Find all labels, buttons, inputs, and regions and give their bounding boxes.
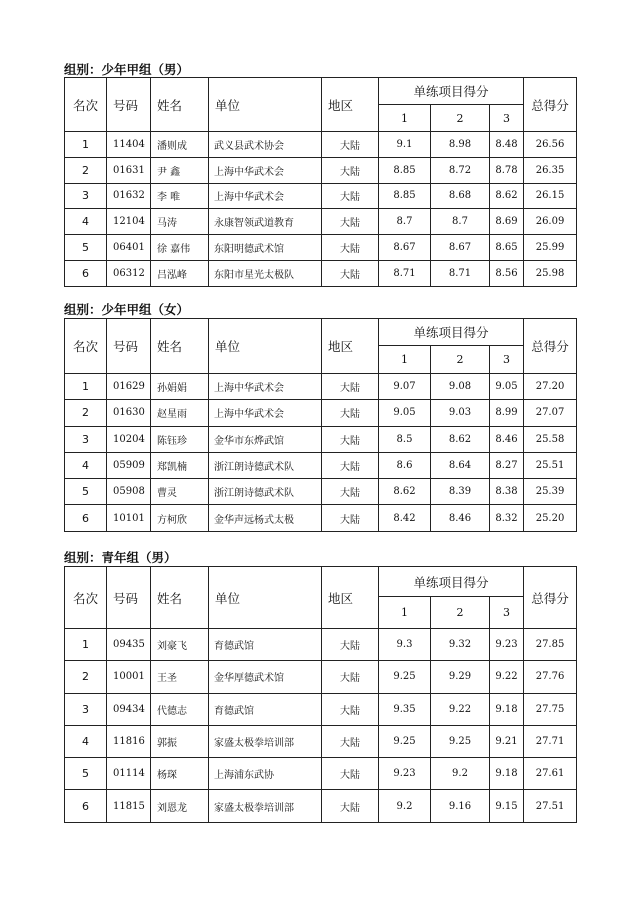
score-3-cell: 8.69 xyxy=(490,209,524,235)
score-2-cell: 8.64 xyxy=(431,452,490,478)
header-rank: 名次 xyxy=(65,78,107,132)
region-cell: 大陆 xyxy=(322,505,379,531)
code-cell: 10001 xyxy=(107,661,151,693)
region-cell: 大陆 xyxy=(322,693,379,725)
total-cell: 27.07 xyxy=(524,400,577,426)
code-cell: 01114 xyxy=(107,758,151,790)
score-2-cell: 8.7 xyxy=(431,209,490,235)
score-1-cell: 9.3 xyxy=(379,629,431,661)
code-cell: 10101 xyxy=(107,505,151,531)
region-cell: 大陆 xyxy=(322,758,379,790)
name-cell: 尹 鑫 xyxy=(151,157,209,183)
name-cell: 刘恩龙 xyxy=(151,790,209,822)
score-3-cell: 8.32 xyxy=(490,505,524,531)
score-2-cell: 8.68 xyxy=(431,183,490,209)
score-3-cell: 9.15 xyxy=(490,790,524,822)
table-row xyxy=(65,157,577,183)
score-1-cell: 9.23 xyxy=(379,758,431,790)
name-cell: 马涛 xyxy=(151,209,209,235)
header-code: 号码 xyxy=(107,567,151,629)
region-cell: 大陆 xyxy=(322,183,379,209)
total-cell: 27.20 xyxy=(524,374,577,400)
score-1-cell: 9.25 xyxy=(379,725,431,757)
score-2-cell: 8.98 xyxy=(431,132,490,158)
rank-cell: 6 xyxy=(65,260,107,286)
score-3-cell: 8.56 xyxy=(490,260,524,286)
name-cell: 郭振 xyxy=(151,725,209,757)
name-cell: 郑凯楠 xyxy=(151,452,209,478)
header-score-3: 3 xyxy=(490,597,524,629)
total-cell: 25.51 xyxy=(524,452,577,478)
header-score-2: 2 xyxy=(431,346,490,374)
total-cell: 27.85 xyxy=(524,629,577,661)
code-cell: 01632 xyxy=(107,183,151,209)
table-row xyxy=(65,505,577,531)
rank-cell: 2 xyxy=(65,400,107,426)
region-cell: 大陆 xyxy=(322,725,379,757)
rank-cell: 5 xyxy=(65,758,107,790)
score-3-cell: 9.05 xyxy=(490,374,524,400)
header-unit: 单位 xyxy=(209,567,322,629)
code-cell: 10204 xyxy=(107,426,151,452)
header-score-2: 2 xyxy=(431,597,490,629)
header-row xyxy=(65,567,577,597)
total-cell: 25.58 xyxy=(524,426,577,452)
score-2-cell: 9.2 xyxy=(431,758,490,790)
total-cell: 26.15 xyxy=(524,183,577,209)
header-score-3: 3 xyxy=(490,346,524,374)
header-score-1: 1 xyxy=(379,597,431,629)
score-1-cell: 9.35 xyxy=(379,693,431,725)
table-row xyxy=(65,452,577,478)
rank-cell: 2 xyxy=(65,157,107,183)
score-1-cell: 8.71 xyxy=(379,260,431,286)
rank-cell: 1 xyxy=(65,629,107,661)
score-1-cell: 9.1 xyxy=(379,132,431,158)
name-cell: 王圣 xyxy=(151,661,209,693)
total-cell: 25.39 xyxy=(524,479,577,505)
rank-cell: 3 xyxy=(65,693,107,725)
name-cell: 孙娟娟 xyxy=(151,374,209,400)
table-row xyxy=(65,374,577,400)
score-1-cell: 9.25 xyxy=(379,661,431,693)
score-2-cell: 8.67 xyxy=(431,235,490,261)
score-2-cell: 9.29 xyxy=(431,661,490,693)
score-3-cell: 8.27 xyxy=(490,452,524,478)
score-3-cell: 8.65 xyxy=(490,235,524,261)
name-cell: 刘豪飞 xyxy=(151,629,209,661)
header-rank: 名次 xyxy=(65,319,107,374)
header-event-scores: 单练项目得分 xyxy=(379,319,524,346)
table-row xyxy=(65,758,577,790)
name-cell: 潘则成 xyxy=(151,132,209,158)
total-cell: 25.99 xyxy=(524,235,577,261)
table-row xyxy=(65,725,577,757)
table-row xyxy=(65,661,577,693)
score-1-cell: 9.2 xyxy=(379,790,431,822)
region-cell: 大陆 xyxy=(322,235,379,261)
score-2-cell: 8.62 xyxy=(431,426,490,452)
table-row xyxy=(65,183,577,209)
total-cell: 27.76 xyxy=(524,661,577,693)
score-2-cell: 9.03 xyxy=(431,400,490,426)
table-row xyxy=(65,693,577,725)
rank-cell: 2 xyxy=(65,661,107,693)
code-cell: 09434 xyxy=(107,693,151,725)
score-3-cell: 9.18 xyxy=(490,758,524,790)
unit-cell: 家盛太极拳培训部 xyxy=(209,790,322,822)
group-title: 组别：少年甲组（女） xyxy=(64,302,190,317)
code-cell: 11815 xyxy=(107,790,151,822)
table-row xyxy=(65,400,577,426)
unit-cell: 金华声远杨式太极 xyxy=(209,505,322,531)
header-region: 地区 xyxy=(322,78,379,132)
code-cell: 01629 xyxy=(107,374,151,400)
unit-cell: 家盛太极拳培训部 xyxy=(209,725,322,757)
header-name: 姓名 xyxy=(151,319,209,374)
score-3-cell: 8.48 xyxy=(490,132,524,158)
unit-cell: 浙江朗诗德武术队 xyxy=(209,479,322,505)
unit-cell: 金华厚德武术馆 xyxy=(209,661,322,693)
score-3-cell: 8.99 xyxy=(490,400,524,426)
region-cell: 大陆 xyxy=(322,132,379,158)
unit-cell: 金华市东烨武馆 xyxy=(209,426,322,452)
region-cell: 大陆 xyxy=(322,209,379,235)
score-3-cell: 8.38 xyxy=(490,479,524,505)
header-event-scores: 单练项目得分 xyxy=(379,78,524,105)
group-title: 组别：青年组（男） xyxy=(64,550,177,565)
unit-cell: 武义县武术协会 xyxy=(209,132,322,158)
total-cell: 27.71 xyxy=(524,725,577,757)
rank-cell: 4 xyxy=(65,209,107,235)
score-3-cell: 9.22 xyxy=(490,661,524,693)
header-code: 号码 xyxy=(107,319,151,374)
rank-cell: 6 xyxy=(65,505,107,531)
code-cell: 06401 xyxy=(107,235,151,261)
score-1-cell: 8.67 xyxy=(379,235,431,261)
score-2-cell: 9.08 xyxy=(431,374,490,400)
rank-cell: 6 xyxy=(65,790,107,822)
header-row xyxy=(65,319,577,346)
header-total: 总得分 xyxy=(524,78,577,132)
results-table xyxy=(64,566,577,823)
score-2-cell: 9.32 xyxy=(431,629,490,661)
name-cell: 吕泓峰 xyxy=(151,260,209,286)
table-row xyxy=(65,132,577,158)
score-1-cell: 8.5 xyxy=(379,426,431,452)
name-cell: 徐 嘉伟 xyxy=(151,235,209,261)
region-cell: 大陆 xyxy=(322,452,379,478)
table-row xyxy=(65,790,577,822)
unit-cell: 浙江朗诗德武术队 xyxy=(209,452,322,478)
code-cell: 12104 xyxy=(107,209,151,235)
total-cell: 26.56 xyxy=(524,132,577,158)
table-row xyxy=(65,426,577,452)
score-1-cell: 8.62 xyxy=(379,479,431,505)
code-cell: 06312 xyxy=(107,260,151,286)
header-total: 总得分 xyxy=(524,319,577,374)
table-row xyxy=(65,260,577,286)
code-cell: 09435 xyxy=(107,629,151,661)
table-row xyxy=(65,209,577,235)
score-3-cell: 8.46 xyxy=(490,426,524,452)
name-cell: 代德志 xyxy=(151,693,209,725)
table-row xyxy=(65,629,577,661)
code-cell: 05908 xyxy=(107,479,151,505)
region-cell: 大陆 xyxy=(322,157,379,183)
header-score-1: 1 xyxy=(379,346,431,374)
score-3-cell: 9.23 xyxy=(490,629,524,661)
code-cell: 01630 xyxy=(107,400,151,426)
total-cell: 25.98 xyxy=(524,260,577,286)
rank-cell: 1 xyxy=(65,374,107,400)
rank-cell: 5 xyxy=(65,235,107,261)
region-cell: 大陆 xyxy=(322,374,379,400)
header-name: 姓名 xyxy=(151,78,209,132)
score-1-cell: 9.07 xyxy=(379,374,431,400)
unit-cell: 上海中华武术会 xyxy=(209,157,322,183)
region-cell: 大陆 xyxy=(322,661,379,693)
score-1-cell: 8.42 xyxy=(379,505,431,531)
header-region: 地区 xyxy=(322,319,379,374)
unit-cell: 上海中华武术会 xyxy=(209,183,322,209)
header-row xyxy=(65,78,577,105)
total-cell: 25.20 xyxy=(524,505,577,531)
header-score-1: 1 xyxy=(379,105,431,132)
header-score-3: 3 xyxy=(490,105,524,132)
score-3-cell: 9.21 xyxy=(490,725,524,757)
rank-cell: 4 xyxy=(65,725,107,757)
score-2-cell: 8.39 xyxy=(431,479,490,505)
name-cell: 赵星雨 xyxy=(151,400,209,426)
table-row xyxy=(65,479,577,505)
header-region: 地区 xyxy=(322,567,379,629)
unit-cell: 东阳明德武术馆 xyxy=(209,235,322,261)
code-cell: 11404 xyxy=(107,132,151,158)
header-code: 号码 xyxy=(107,78,151,132)
total-cell: 26.09 xyxy=(524,209,577,235)
rank-cell: 5 xyxy=(65,479,107,505)
header-score-2: 2 xyxy=(431,105,490,132)
region-cell: 大陆 xyxy=(322,479,379,505)
results-table xyxy=(64,77,577,287)
code-cell: 05909 xyxy=(107,452,151,478)
unit-cell: 育德武馆 xyxy=(209,629,322,661)
name-cell: 李 唯 xyxy=(151,183,209,209)
unit-cell: 东阳市星光太极队 xyxy=(209,260,322,286)
rank-cell: 4 xyxy=(65,452,107,478)
region-cell: 大陆 xyxy=(322,790,379,822)
table-row xyxy=(65,235,577,261)
region-cell: 大陆 xyxy=(322,400,379,426)
score-2-cell: 8.46 xyxy=(431,505,490,531)
rank-cell: 3 xyxy=(65,183,107,209)
name-cell: 杨琛 xyxy=(151,758,209,790)
code-cell: 01631 xyxy=(107,157,151,183)
rank-cell: 1 xyxy=(65,132,107,158)
score-2-cell: 8.71 xyxy=(431,260,490,286)
score-1-cell: 8.85 xyxy=(379,183,431,209)
score-3-cell: 8.62 xyxy=(490,183,524,209)
region-cell: 大陆 xyxy=(322,260,379,286)
group-title: 组别：少年甲组（男） xyxy=(64,62,190,77)
header-rank: 名次 xyxy=(65,567,107,629)
region-cell: 大陆 xyxy=(322,629,379,661)
header-event-scores: 单练项目得分 xyxy=(379,567,524,597)
code-cell: 11816 xyxy=(107,725,151,757)
header-name: 姓名 xyxy=(151,567,209,629)
name-cell: 方柯欣 xyxy=(151,505,209,531)
score-2-cell: 9.22 xyxy=(431,693,490,725)
total-cell: 27.51 xyxy=(524,790,577,822)
score-2-cell: 9.16 xyxy=(431,790,490,822)
name-cell: 曹灵 xyxy=(151,479,209,505)
total-cell: 26.35 xyxy=(524,157,577,183)
score-1-cell: 9.05 xyxy=(379,400,431,426)
unit-cell: 育德武馆 xyxy=(209,693,322,725)
region-cell: 大陆 xyxy=(322,426,379,452)
score-3-cell: 8.78 xyxy=(490,157,524,183)
rank-cell: 3 xyxy=(65,426,107,452)
unit-cell: 上海浦东武协 xyxy=(209,758,322,790)
unit-cell: 上海中华武术会 xyxy=(209,374,322,400)
unit-cell: 永康智领武道教育 xyxy=(209,209,322,235)
score-2-cell: 8.72 xyxy=(431,157,490,183)
score-2-cell: 9.25 xyxy=(431,725,490,757)
score-1-cell: 8.85 xyxy=(379,157,431,183)
header-total: 总得分 xyxy=(524,567,577,629)
header-unit: 单位 xyxy=(209,78,322,132)
score-1-cell: 8.7 xyxy=(379,209,431,235)
total-cell: 27.61 xyxy=(524,758,577,790)
score-3-cell: 9.18 xyxy=(490,693,524,725)
header-unit: 单位 xyxy=(209,319,322,374)
total-cell: 27.75 xyxy=(524,693,577,725)
unit-cell: 上海中华武术会 xyxy=(209,400,322,426)
name-cell: 陈钰珍 xyxy=(151,426,209,452)
results-table xyxy=(64,318,577,532)
score-1-cell: 8.6 xyxy=(379,452,431,478)
